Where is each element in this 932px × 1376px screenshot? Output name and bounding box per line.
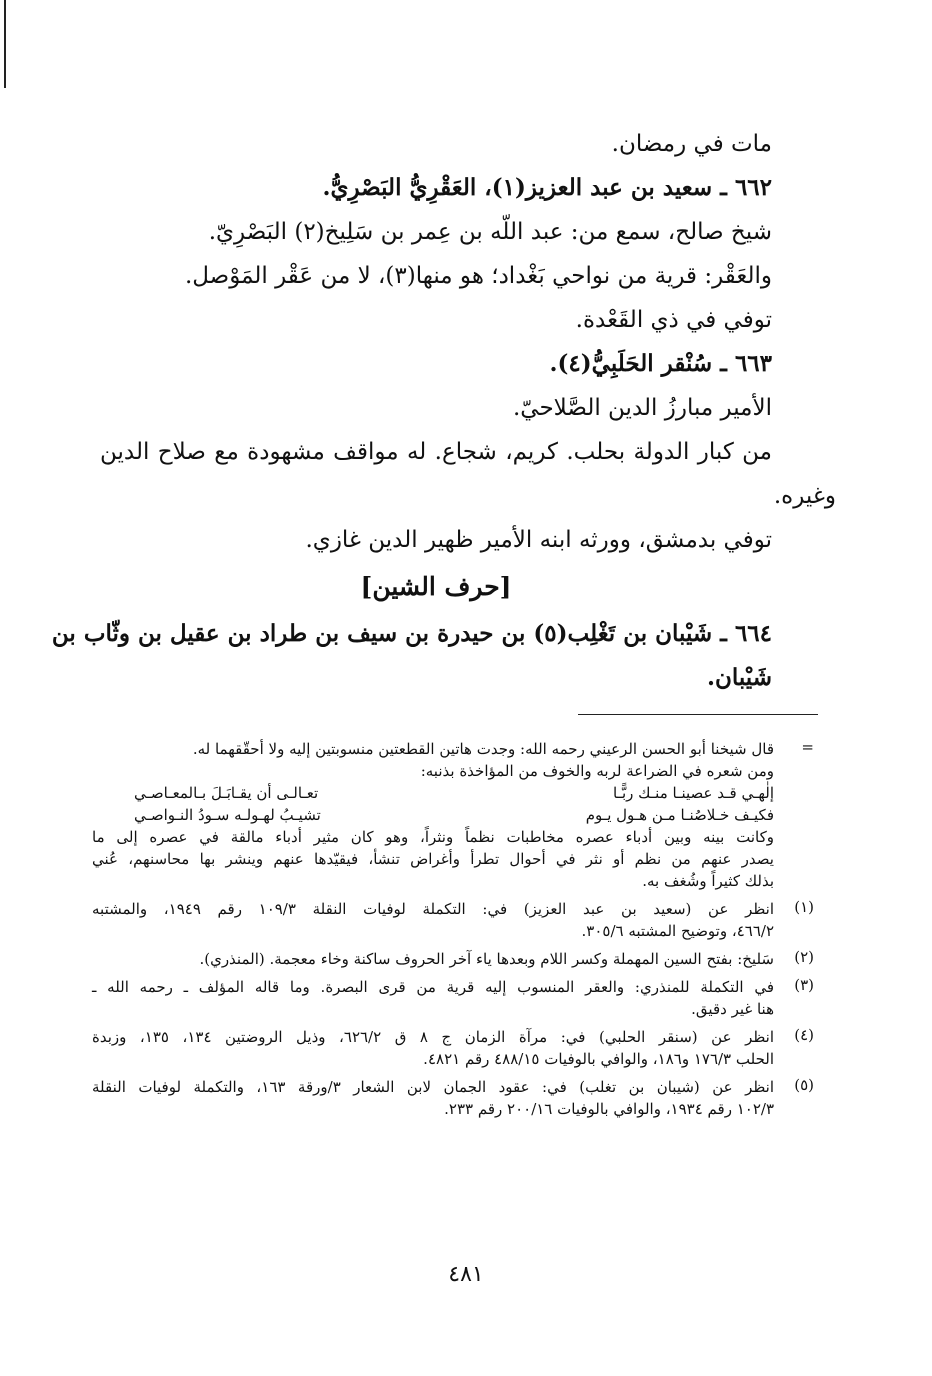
footnote-line: في التكملة للمنذري: والعقر المنسوب إليه قرية من قرى البصرة. وما قاله المؤلف ـ رحمه الله ـ	[92, 978, 774, 996]
entry-663-heading: ٦٦٣ ـ سُنْقر الحَلَبِيُّ(٤).	[549, 350, 772, 377]
text-line: والعَقْر: قرية من نواحي بَغْداد؛ هو منها(٣)، لا من عَقْر المَوْصل.	[184, 263, 772, 289]
footnote-line: ١٠٢/٣ رقم ١٩٣٤، والوافي بالوفيات ٢٠٠/١٦ رقم ٢٣٣.	[444, 1100, 774, 1118]
footnote-separator	[578, 714, 818, 715]
note-line: يصدر عنهم من نظم أو نثر في أحوال تطرأ وأغراض تنشأ، فيقيّدها عنهم وينشر بها محاسنهم، عُني	[92, 850, 774, 868]
spacer	[100, 474, 772, 518]
poem-verse	[134, 782, 774, 804]
footnote-1	[92, 898, 814, 942]
footnote-4	[92, 1026, 814, 1070]
footnote-number: (١)	[794, 898, 814, 916]
text-line: شيخ صالح، سمع من: عبد اللّه بن عِمر بن سَلِيخ(٢) البَصْرِيّ.	[208, 219, 772, 245]
text-line: من كبار الدولة بحلب. كريم، شجاع. له مواقف مشهودة مع صلاح الدين	[100, 439, 772, 465]
footnote-3	[92, 976, 814, 1020]
footnote-line: هنا غير دقيق.	[691, 1000, 774, 1018]
footnote-line: انظر عن (شيبان بن تغلب) في: عقود الجمان لابن الشعار ٣/ورقة ١٦٣، والتكملة لوفيات النقلة	[92, 1078, 774, 1096]
footnote-5	[92, 1076, 814, 1120]
main-text	[51, 122, 772, 700]
continuation-mark: =	[801, 738, 814, 756]
note-line: قال شيخنا أبو الحسن الرعيني رحمه الله: وجدت هاتين القطعتين منسوبتين إليه ولا أحقّقهما له.	[192, 740, 774, 758]
text-line: توفي بدمشق، وورثه ابنه الأمير ظهير الدين غازي.	[305, 527, 772, 553]
note-line: وكانت بينه وبين أدباء عصره مخاطبات نظماً ونثراً، وهو كان مثير أدباء مالقة في عصره إلى ما	[92, 828, 774, 846]
continued-note	[92, 738, 814, 892]
footnotes	[92, 738, 814, 1120]
footnote-line: انظر عن (سعيد بن عبد العزيز) في: التكملة لوفيات النقلة ١٠٩/٣ رقم ١٩٤٩، والمشتبه	[92, 900, 774, 918]
footnote-line: الحلب ١٧٦/٣ و١٨٦، والوافي بالوفيات ٤٨٨/١٥ رقم ٤٨٢١.	[423, 1050, 774, 1068]
footnote-line: سَليخ: بفتح السين المهملة وكسر اللام وبعدها ياء آخر الحروف ساكنة وخاء معجمة. (المنذري).	[199, 950, 774, 968]
hemistich: تشيـبُ لهـولـه سـودُ النـواصـي	[134, 806, 321, 824]
text-line: الأمير مبارزُ الدين الصَّلاحيّ.	[512, 395, 772, 421]
poem-verse	[134, 804, 774, 826]
hemistich: فكيـف خـلاصُنـا مـن هـول يـوم	[585, 806, 774, 824]
text-line-overhang: وغيره.	[773, 483, 836, 509]
footnote-number: (٥)	[794, 1076, 814, 1094]
note-line: ومن شعره في الضراعة لربه والخوف من المؤاخذة بذنبه:	[420, 762, 774, 780]
page-number: ٤٨١	[448, 1262, 484, 1287]
entry-662-heading: ٦٦٢ ـ سعيد بن عبد العزيز(١)، العَقْرِيُّ البَصْرِيُّ.	[322, 174, 772, 201]
entry-664-heading: ٦٦٤ ـ شَيْبان بن تَغْلِب(٥) بن حيدرة بن سيف بن طراد بن عقيل بن وثّاب بن	[51, 620, 772, 647]
section-heading: [حرف الشين]	[360, 572, 512, 601]
text-line: مات في رمضان.	[611, 131, 772, 157]
footnote-line: ٤٦٦/٢، وتوضيح المشتبه ٣٠٥/٦.	[581, 922, 774, 940]
page-edge-line	[4, 0, 6, 88]
note-line: بذلك كثيراً وشُغف به.	[642, 872, 774, 890]
footnote-number: (٣)	[794, 976, 814, 994]
footnote-number: (٢)	[794, 948, 814, 966]
hemistich: تعـالـى أن يقـابَـلَ بـالمعـاصـي	[134, 784, 319, 802]
footnote-line: انظر عن (سنقر الحلبي) في: مرآة الزمان ج ٨ ق ٦٢٦/٢، وذيل الروضتين ١٣٤، ١٣٥، وزبدة	[92, 1028, 774, 1046]
hemistich: إلٰهـي قـد عصينـا منـك ربًّـا	[612, 784, 774, 802]
footnote-2	[92, 948, 814, 970]
entry-664-heading-cont: شَيْبان.	[706, 664, 772, 691]
footnote-number: (٤)	[794, 1026, 814, 1044]
text-line: توفي في ذي القَعْدة.	[575, 307, 772, 333]
